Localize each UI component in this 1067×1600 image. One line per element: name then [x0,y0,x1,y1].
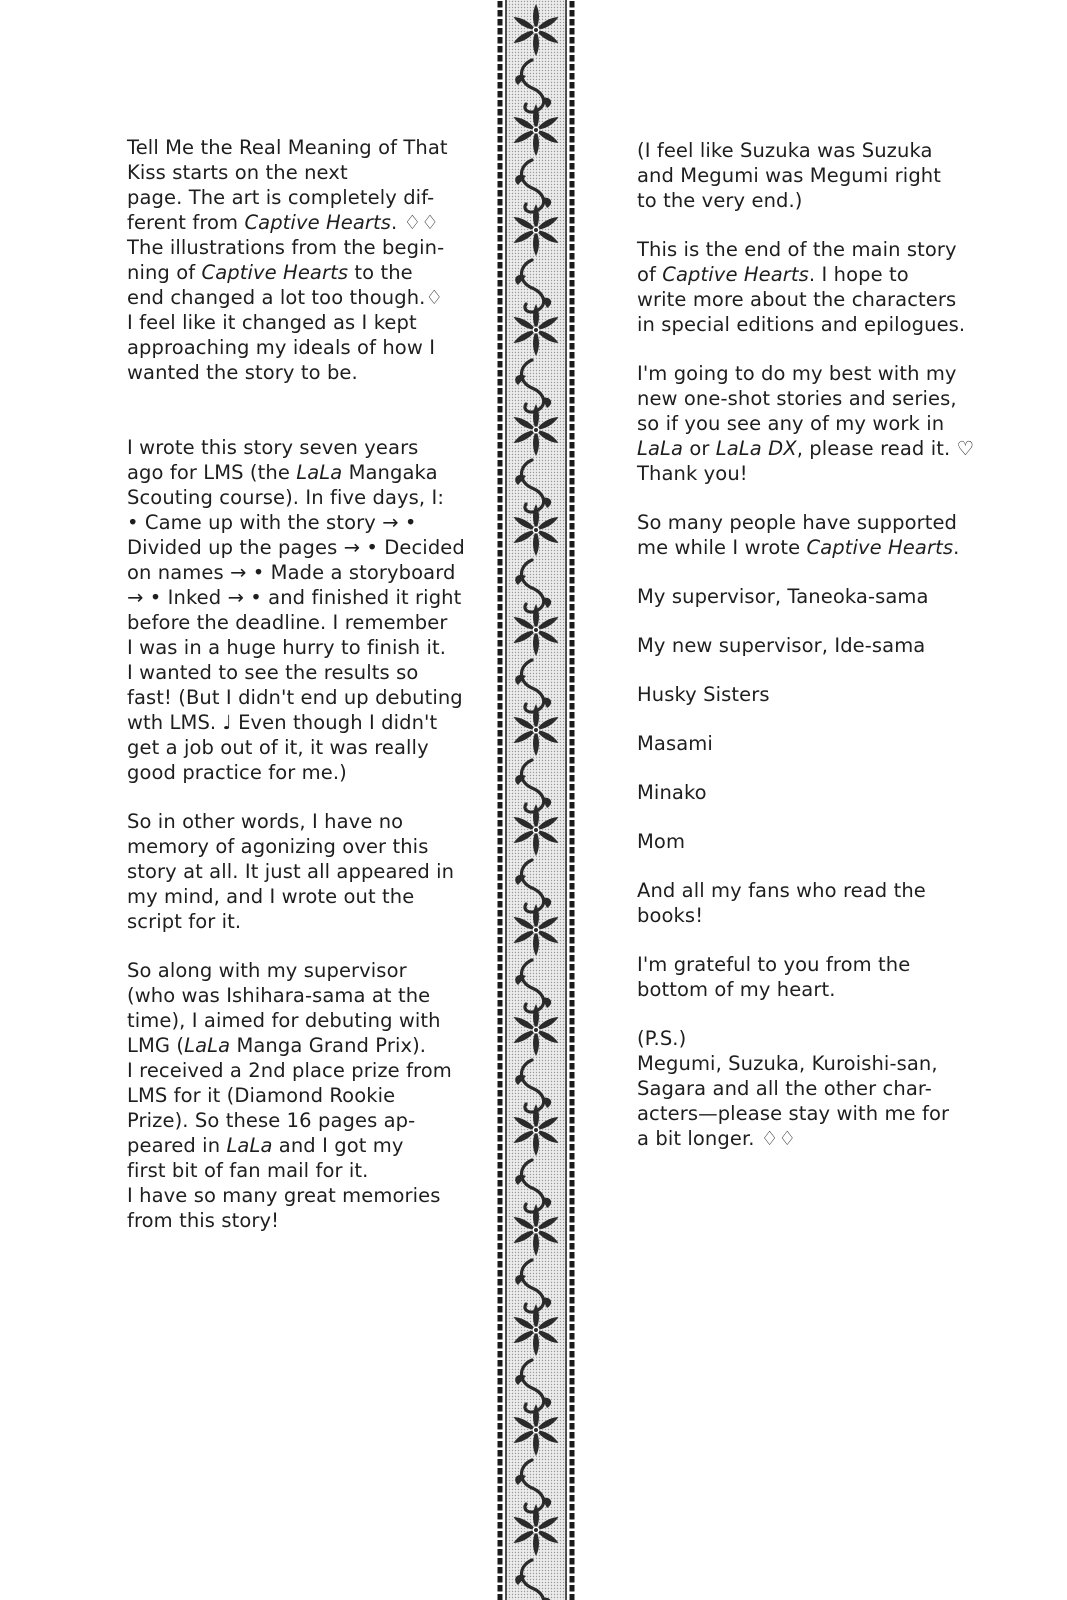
body-text: (I feel like Suzuka was Suzuka and Megumi was Megumi right to the very end.) [637,139,941,212]
left-column-paragraph [127,809,467,934]
body-text: Masami [637,732,713,755]
body-text: (P.S.) Megumi, Suzuka, Kuroishi-san, Sagara and all the other char- acters—please stay with me for a bit longer. ♢♢ [637,1027,950,1150]
body-text: to the end changed a lot too though.♢ I feel like it changed as I kept approaching my ideals of how I wanted the story to be. [127,261,444,384]
right-column-paragraph [637,361,982,486]
body-text: Minako [637,781,707,804]
right-column-paragraph [637,138,982,213]
right-column-paragraph [637,829,982,854]
body-text: My supervisor, Taneoka-sama [637,585,929,608]
left-column-paragraph [127,135,467,385]
italic-title-text: LaLa [184,1034,231,1057]
italic-title-text: LaLa [637,437,684,460]
italic-title-text: LaLa [296,461,343,484]
italic-title-text: Captive Hearts [244,211,392,234]
body-text: I'm going to do my best with my new one-shot stories and series, so if you see any of my work in [637,362,957,435]
right-column-paragraph [637,731,982,756]
body-text: And all my fans who read the books! [637,879,926,927]
body-text: So in other words, I have no memory of agonizing over this story at all. It just all appeared in my mind, and I wrote out the script for it. [127,810,455,933]
body-text: Tell Me the Real Meaning of That Kiss [127,136,448,184]
right-column-paragraph [637,633,982,658]
body-text: This is the end of the main story of [637,238,957,286]
italic-title-text: LaLa DX [715,437,797,460]
right-column-paragraph [637,510,982,560]
right-column-paragraph [637,1026,982,1151]
right-column-paragraph [637,237,982,337]
floral-vine-border [496,0,576,1600]
italic-title-text: Captive Hearts [662,263,809,286]
italic-title-text: LaLa [226,1134,273,1157]
right-column-paragraph [637,584,982,609]
right-text-column [637,138,982,1151]
left-column-paragraph [127,958,467,1233]
italic-title-text: Captive Hearts [806,536,954,559]
body-text: I'm grateful to you from the bottom of my heart. [637,953,911,1001]
body-text: . [953,536,960,559]
body-text: or [683,437,716,460]
body-text: Manga Grand Prix). I received a 2nd place prize from LMS for it (Diamond Rookie Prize). So these 16 pages ap- peared in [127,1034,452,1157]
body-text: I wrote this story seven years ago for LMS (the [127,436,419,484]
body-text: . ♢♢ The illustrations from the begin- ning of [127,211,445,284]
right-column-paragraph [637,780,982,805]
right-column-paragraph [637,878,982,928]
body-text: Mangaka Scouting course). In five days, I: • Came up with the story → • Divided up the pages → • Decided on names → • Made a storyboard → • Inked → • and finished it right before the deadline. I remember I was in a huge hurry to finish it. I wanted to see the results so fast! (But I didn't end up debuting wth LMS. ♩ Even though I didn't get a job out of it, it was really good practice for me.) [127,461,465,784]
body-text: Mom [637,830,686,853]
body-text: starts on the next page. The art is completely dif- ferent from [127,161,435,234]
body-text: So along with my supervisor (who was Ishihara-sama at the time), I aimed for debuting with LMG ( [127,959,441,1057]
left-text-column [127,135,467,1257]
body-text: So many people have supported me while I wrote [637,511,958,559]
body-text: Husky Sisters [637,683,770,706]
body-text: . I hope to write more about the characters in special editions and epilogues. [637,263,966,336]
body-text: and I got my first bit of fan mail for it. I have so many great memories from this story! [127,1134,441,1232]
italic-title-text: Captive Hearts [201,261,349,284]
left-column-paragraph [127,435,467,785]
body-text: My new supervisor, Ide-sama [637,634,926,657]
right-column-paragraph [637,682,982,707]
right-column-paragraph [637,952,982,1002]
body-text: , please read it. ♡ Thank you! [637,437,975,485]
